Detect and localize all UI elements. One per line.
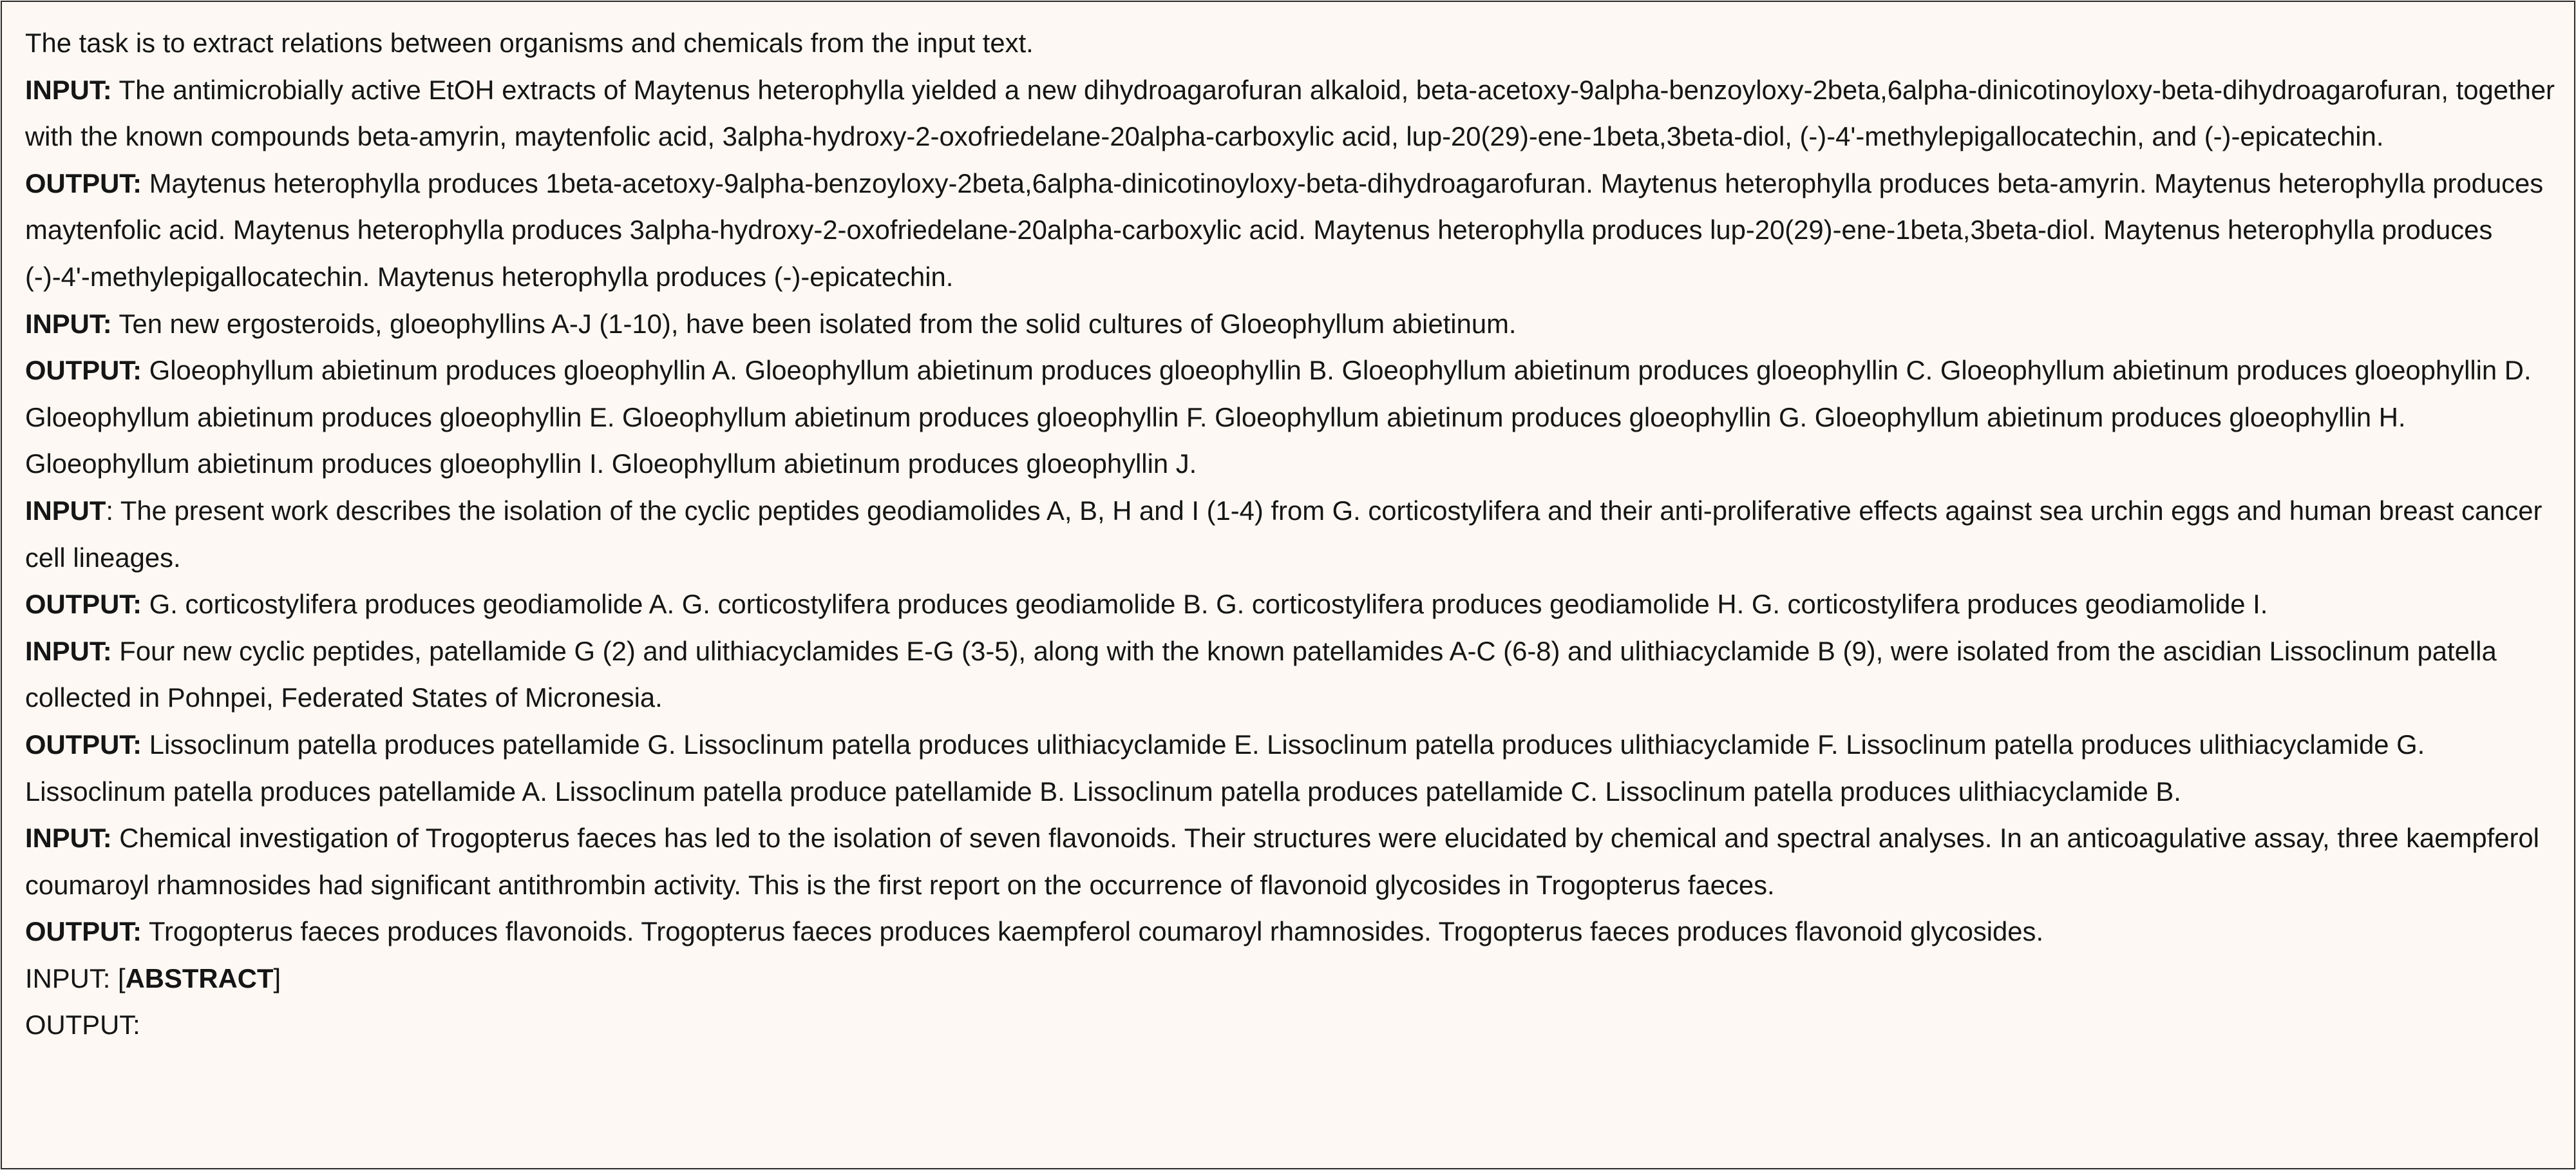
output-label: OUTPUT: (25, 168, 142, 198)
output-text: Gloeophyllum abietinum produces gloeophyllin A. Gloeophyllum abietinum produces gloeophyllin B. Gloeophyllum abietinum produces gloeophyllin C. Gloeophyllum abietinum produces gloeophyllin D. Gloeophyllum abietinum produces gloeophyllin E. Gloeophyllum abietinum produces gloeophyllin F. Gloeophyllum abietinum produces gloeophyllin G. Gloeophyllum abietinum produces gloeophyllin H. Gloeophyllum abietinum produces gloeophyllin I. Gloeophyllum abietinum produces gloeophyllin J. (25, 355, 2532, 479)
output-text: G. corticostylifera produces geodiamolide A. G. corticostylifera produces geodiamolide B. G. corticostylifera produces geodiamolide H. G. corticostylifera produces geodiamolide I. (142, 589, 2268, 620)
example-3-input (25, 488, 2556, 581)
input-text: Chemical investigation of Trogopterus faeces has led to the isolation of seven flavonoids. Their structures were elucidated by chemical and spectral analyses. In an anticoagulative assay, three kaempferol coumaroyl rhamnosides had significant antithrombin activity. This is the first report on the occurrence of flavonoid glycosides in Trogopterus faeces. (25, 823, 2539, 900)
example-2-input (25, 301, 2556, 348)
input-label: INPUT: (25, 308, 112, 339)
input-text: Ten new ergosteroids, gloeophyllins A-J (1-10), have been isolated from the solid cultures of Gloeophyllum abietinum. (111, 308, 1517, 339)
output-label: OUTPUT: (25, 355, 142, 386)
example-5-input (25, 815, 2556, 908)
prompt-text (25, 20, 2556, 1049)
example-1-output (25, 160, 2556, 301)
abstract-placeholder: ABSTRACT (125, 963, 274, 993)
input-label: INPUT (25, 495, 106, 526)
example-2-output (25, 347, 2556, 488)
example-4-input (25, 628, 2556, 722)
output-text: Lissoclinum patella produces patellamide G. Lissoclinum patella produces ulithiacyclamide E. Lissoclinum patella produces ulithiacyclamide F. Lissoclinum patella produces ulithiacyclamide G. Lissoclinum patella produces patellamide A. Lissoclinum patella produce patellamide B. Lissoclinum patella produces patellamide C. Lissoclinum patella produces ulithiacyclamide B. (25, 729, 2425, 807)
example-1-input (25, 67, 2556, 160)
example-4-output (25, 722, 2556, 815)
input-text: The antimicrobially active EtOH extracts of Maytenus heterophylla yielded a new dihydroagarofuran alkaloid, beta-acetoxy-9alpha-benzoyloxy-2beta,6alpha-dinicotinoyloxy-beta-dihydroagarofuran, together with the known compounds beta-amyrin, maytenfolic acid, 3alpha-hydroxy-2-oxofriedelane-20alpha-carboxylic acid, lup-20(29)-ene-1beta,3beta-diol, (-)-4'-methylepigallocatechin, and (-)-epicatechin. (25, 74, 2555, 152)
prompt-frame (1, 1, 2575, 1169)
output-text: Maytenus heterophylla produces 1beta-acetoxy-9alpha-benzoyloxy-2beta,6alpha-dinicotinoyloxy-beta-dihydroagarofuran. Maytenus heterophylla produces beta-amyrin. Maytenus heterophylla produces maytenfolic acid. Maytenus heterophylla produces 3alpha-hydroxy-2-oxofriedelane-20alpha-carboxylic acid. Maytenus heterophylla produces lup-20(29)-ene-1beta,3beta-diol. Maytenus heterophylla produces (-)-4'-methylepigallocatechin. Maytenus heterophylla produces (-)-epicatechin. (25, 168, 2544, 292)
example-3-output (25, 581, 2556, 628)
task-intro: The task is to extract relations between organisms and chemicals from the input text. (25, 28, 1034, 58)
output-label: OUTPUT: (25, 916, 142, 947)
input-label: INPUT: (25, 635, 112, 666)
query-input-suffix: ] (273, 963, 281, 993)
output-label: OUTPUT: (25, 589, 142, 620)
output-text: Trogopterus faeces produces flavonoids. Trogopterus faeces produces kaempferol coumaroyl rhamnosides. Trogopterus faeces produces flavonoid glycosides. (142, 916, 2044, 947)
query-input-label: INPUT: [ (25, 963, 126, 993)
input-label: INPUT: (25, 74, 112, 105)
example-5-output (25, 908, 2556, 955)
output-label: OUTPUT: (25, 729, 142, 760)
query-input (25, 955, 2556, 1002)
input-label: INPUT: (25, 823, 112, 854)
input-text: Four new cyclic peptides, patellamide G (2) and ulithiacyclamides E-G (3-5), along with the known patellamides A-C (6-8) and ulithiacyclamide B (9), were isolated from the ascidian Lissoclinum patella collected in Pohnpei, Federated States of Micronesia. (25, 635, 2497, 713)
query-output (25, 1002, 2556, 1049)
query-output-label: OUTPUT: (25, 1010, 140, 1041)
input-text: : The present work describes the isolation of the cyclic peptides geodiamolides A, B, H and I (1-4) from G. corticostylifera and their anti-proliferative effects against sea urchin eggs and human breast cancer cell lineages. (25, 495, 2543, 573)
